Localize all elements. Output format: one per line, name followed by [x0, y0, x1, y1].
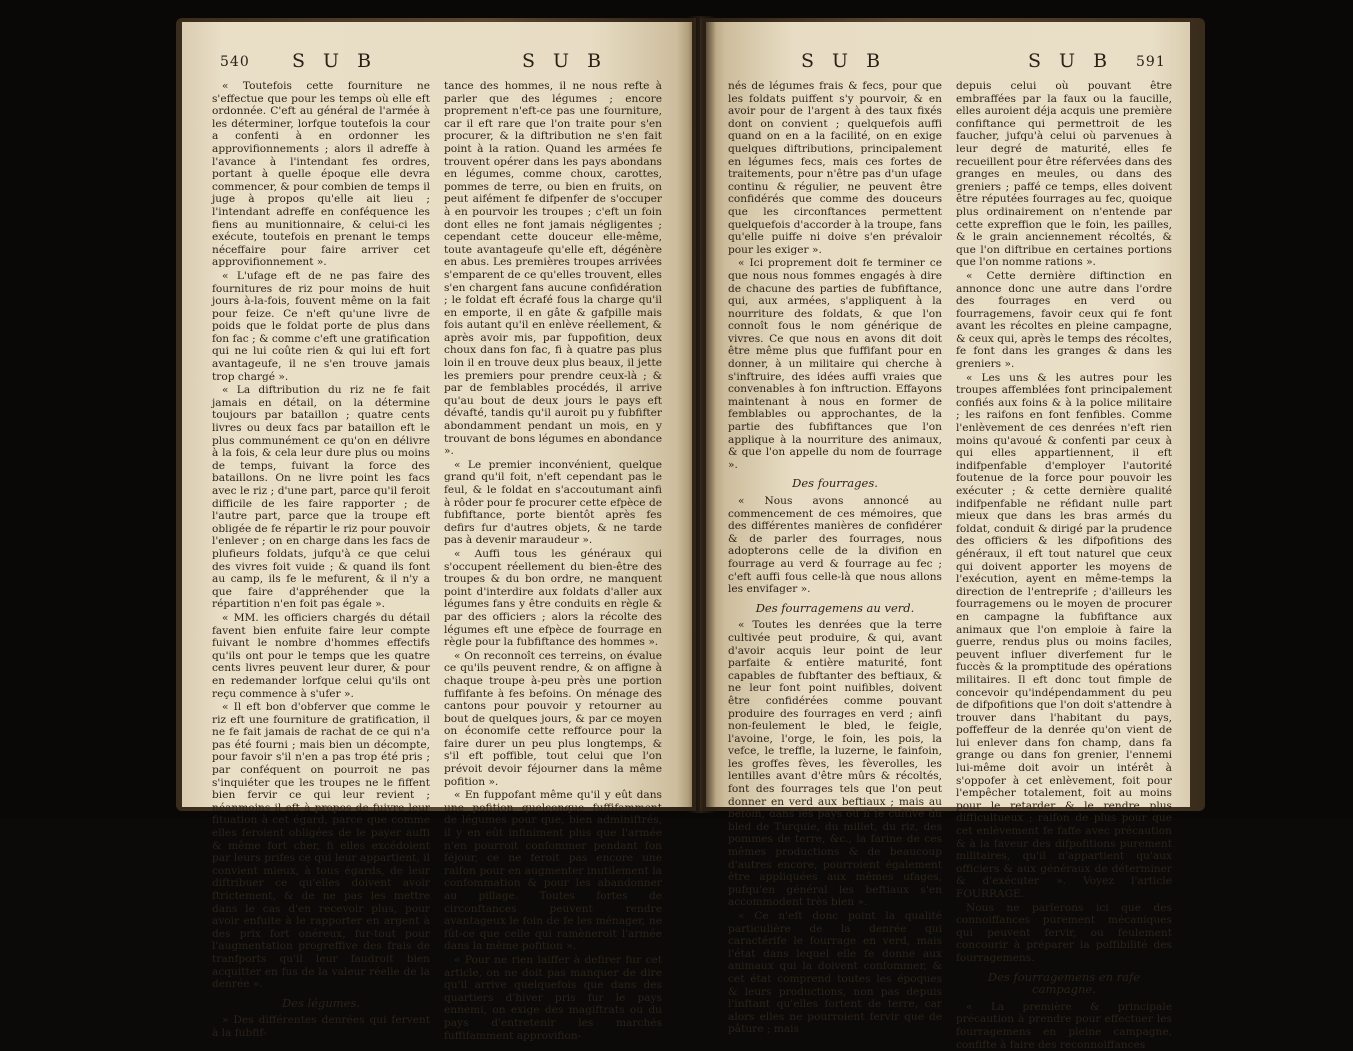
paragraph: Nous ne parlerons ici que des connoiffances purement mécaniques qui peuvent fervir, ou feulement concourir à préparer la poffibilité des fourragemens.: [956, 901, 1172, 964]
running-head: S U B: [801, 50, 887, 72]
section-heading: Des fourragemens en rafe campagne.: [987, 969, 1141, 997]
paragraph: « Pour ne rien laiffer à defirer fur cet article, on ne doit pas manquer de dire qu'il arrive quelquefois que dans des quartiers d'hiver pris fur le pays ennemi, on exige des magiftrats ou du pays d'entretenir les marchés fuffifamment approvifion-: [444, 953, 662, 1042]
book-gutter-shadow: [688, 16, 716, 813]
right-page: [706, 22, 1190, 1051]
paragraph: « Les uns & les autres pour les troupes affemblées font principalement confiés aux foins & à la police militaire ; les raifons en font fenfibles. Comme l'enlèvement de ces denrées n'eft rien moins qu'avoué & confenti par ceux à qui elles appartiennent, il eft indifpenfable d'employer l'autorité foutenue de la force pour pouvoir les exécuter ; & cette dernière qualité indifpenfable ne réfidant nulle part mieux que dans les bras armés du foldat, conduit & dirigé par la prudence des officiers & les difpofitions des généraux, il eft tout naturel que ceux qui doivent apporter les moyens de l'exécution, ayent en même-temps la direction de l'entreprife ; d'ailleurs les fourragemens ou le moyen de procurer en campagne la fubfiftance aux animaux que l'on emploie à faire la guerre, rendus plus ou moins faciles, peuvent influer diverfement fur le fuccès & la promptitude des opérations militaires. Il eft donc tout fimple de concevoir qu'indépendamment du peu de difpofitions que l'on doit s'attendre à trouver dans l'habitant du pays, poffeffeur de la denrée qu'on vient de lui enlever dans fon champ, dans fa grange ou dans fon grenier, l'ennemi lui-même doit avoir un intérêt à s'oppofer à cet enlèvement, foit pour l'empêcher totalement, foit au moins pour le retarder & le rendre plus difficultueux ; raifon de plus pour que cet enlèvement fe faffe avec précaution & à la faveur des difpofitions purement militaires, qu'il n'appartient qu'aux officiers & aux généraux de déterminer & d'exécuter ». Voyez l'article FOURRAGE.: [956, 371, 1172, 900]
paragraph: depuis celui où pouvant être embraffées par la faux ou la faucille, elles auroient déja acquis une première confiftance qui permettroit de les faucher, jufqu'à celui où parvenues à leur degré de maturité, elles fe recueillent pour être réfervées dans des granges en meules, ou dans des greniers ; paffé ce temps, elles doivent être réputées fourrages au fec, quoique plus ordinairement on n'entende par cette expreffion que le foin, les pailles, & le grain anciennement récoltés, & que l'on diftribue en certaines portions que l'on nomme rations ».: [956, 80, 1173, 269]
left-page: [182, 22, 692, 1042]
paragraph: « L'ufage eft de ne pas faire des fournitures de riz pour moins de huit jours à-la-fois, fouvent même on la fait pour feize. Ce n'eft qu'une livre de poids que le foldat porte de plus dans fon fac ; & comme c'eft une gratification qui ne lui coûte rien & qui lui eft fort avantageufe, il ne s'en trouve jamais trop chargé ».: [212, 269, 430, 383]
paragraph: « Nous avons annoncé au commencement de ces mémoires, que des différentes manières de confidérer & de parler des fourrages, nous adopterons celle de la divifion en fourrage au verd & fourrage au fec ; c'eft auffi fous celle-là que nous allons les envifager ».: [728, 495, 942, 596]
running-head: S U B: [292, 50, 378, 72]
paragraph: « Il eft bon d'obferver que comme le riz eft une fourniture de gratification, il ne fe fait jamais de rachat de ce qui n'a pas été fourni ; mais bien un décompte, pour favoir s'il n'en a pas trop été pris ; par conféquent on pourroit ne pas s'inquiéter que les troupes ne le fiffent bien fervir ce qui leur revient ; néanmoins il eft à propos de fuivre leur fituation à cet égard, parce que comme elles feroient obligées de le payer auffi & même fort cher, fi elles excédoient par leurs prifes ce qui leur appartient, il convient mieux, à tous égards, de leur diftribuer ce qu'elles doivent avoir ftrictement, & de ne pas les mettre dans le cas d'en recevoir plus, pour avoir enfuite à le rapporter en argent à des prix fort onéreux, fur-tout pour l'augmentation progreffive des frais de tranfports qu'il leur faudroit bien acquitter en fus de la valeur réelle de la denrée ».: [212, 701, 430, 991]
paragraph: « Le premier inconvénient, quelque grand qu'il foit, n'eft cependant pas le feul, & le foldat en s'accoutumant ainfi à rôder pour fe procurer cette efpèce de fubfiftance, porte bientôt après fes defirs fur d'autres objets, & ne tarde pas à devenir maraudeur ».: [444, 458, 662, 547]
page-number: 591: [1136, 54, 1166, 70]
paragraph: » Des différentes denrées qui fervent à la fubfif-: [212, 1014, 430, 1039]
left-page-header: [182, 50, 692, 74]
paragraph: « La première & principale précaution à prendre pour effectuer les fourragemens en pleine campagne, confifte à faire des reconnoiffances: [956, 1000, 1172, 1051]
paragraph: « La diftribution du riz ne fe fait jamais en détail, on la détermine toujours par bataillon ; quatre cents livres ou deux facs par bataillon eft le plus communément ce qu'on en délivre à la fois, & cela leur dure plus ou moins de temps, fuivant la force des bataillons. On ne livre point les facs avec le riz ; d'une part, parce qu'il feroit difficile de les faire rapporter ; de l'autre part, parce que la troupe eft obligée de fe répartir le riz pour pouvoir l'enlever ; on en charge dans les facs de plufieurs foldats, jufqu'à ce que celui des vivres foit vuide ; & quand ils font au camp, ils fe le mefurent, & il n'y a que faire d'appréhender que la répartition n'en foit pas égale ».: [212, 384, 430, 611]
paragraph: « En fuppofant même qu'il y eût dans une pofition quelconque fuffifamment de légumes pour que, bien adminiftrés, il y en eût infiniment plus que l'armée n'en pourroit confommer pendant fon féjour, ce ne feroit pas encore une raifon pour en augmenter inutilement la confommation & pour les abandonner au pillage. Toutes fortes de circonftances peuvent rendre avantageux le foin de fe les ménager, ne fût-ce que celle qui ramèneroit l'armée dans la même pofition ».: [444, 789, 662, 953]
paragraph: « Toutes les denrées que la terre cultivée peut produire, & qui, avant d'avoir acquis leur point de leur parfaite & entière maturité, font capables de fubftanter des beftiaux, & ne leur font point nuifibles, doivent être confidérées comme pouvant produire des fourrages en verd ; ainfi non-feulement le bled, le feigle, l'avoine, l'orge, le foin, les pois, la vefce, le treffle, la luzerne, le fainfoin, les groffes fèves, les fèverolles, les lentilles avant d'être mûrs & récoltés, font des fourrages tels que l'on peut donner en verd aux beftiaux ; mais au befoin, dans les pays où il fe cultive du bled de Turquie, du millet, du riz, des pommes de terre, &c., la farine de ces mêmes productions & de beaucoup d'autres encore, pourroient également être appliquées aux mêmes ufages, pufqu'en général les beftiaux s'en accommodent très bien ».: [728, 619, 942, 909]
paragraph: « Ici proprement doit fe terminer ce que nous nous fommes engagés à dire de chacune des parties de fubfiftance, qui, aux armées, s'appliquent à la nourriture des foldats, & que l'on connoît fous le nom générique de vivres. Ce que nous en avons dit doit être même plus que fuffifant pour en donner, à un militaire qui cherche à s'inftruire, des idées auffi vraies que convenables à fon inftruction. Effayons maintenant à nous en former de femblables ou approchantes, de la partie des fubfiftances que l'on applique à la nourriture des animaux, & que l'on appelle du nom de fourrage ».: [728, 257, 942, 471]
text-column-2: [444, 80, 662, 1042]
section-heading: Des fourrages.: [792, 476, 878, 491]
paragraph: « MM. les officiers chargés du détail favent bien enfuite faire leur compte fuivant le nombre d'hommes effectifs qu'ils ont pour le temps que les quatre cents livres peuvent leur durer, & pour en redemander lorfque celui qu'ils ont reçu commence à s'ufer ».: [212, 611, 430, 700]
right-page-header: [706, 50, 1190, 74]
paragraph: « Toutefois cette fourniture ne s'effectue que pour les temps où elle eft ordonnée. C'eft au général de l'armée à les déterminer, lorfque toutefois la cour a confenti à en ordonner les approvifionnements ; alors il adreffe à l'avance à l'intendant fes ordres, portant à quelle époque elle devra commencer, & pour combien de temps il juge à propos qu'elle ait lieu ; l'intendant adreffe en conféquence les fiens au munitionnaire, & celui-ci les exécute, toutefois en prenant le temps néceffaire pour faire arriver cet approvifionnement ».: [212, 80, 430, 269]
text-column-3: [728, 80, 942, 1036]
paragraph: « Cette dernière diftinction en annonce donc une autre dans l'ordre des fourrages en verd ou fourragemens, favoir ceux qui fe font avant les récoltes en pleine campagne, & ceux qui, après le temps des récoltes, fe font dans les granges & dans les greniers ».: [956, 269, 1172, 371]
paragraph: tance des hommes, il ne nous refte à parler que des légumes ; encore proprement n'eft-ce pas une fourniture, car il eft rare que l'on traite pour s'en procurer, & la diftribution ne s'en fait point à la ration. Quand les armées fe trouvent opérer dans les pays abondans en légumes, comme choux, carottes, pommes de terre, ou bien en fruits, on peut aifément fe difpenfer de s'occuper à en pourvoir les troupes ; c'eft un foin dont elles ne font jamais négligentes ; cependant cette douceur elle-même, toute avantageufe qu'elle eft, dégénère en abus. Les premières troupes arrivées s'emparent de ce qu'elles trouvent, elles s'en chargent fans aucune confidération ; le foldat eft écrafé fous la charge qu'il en emporte, il en gâte & gafpille mais fois autant qu'il en enlève réellement, & après avoir mis, par fuppofition, deux choux dans fon fac, fi à quatre pas plus loin il en trouve deux plus beaux, il jette les premiers pour prendre ceux-là ; & par de femblables procédés, il arrive qu'au bout de deux jours le pays eft dévafté, tandis qu'il auroit pu y fubfifter abondamment pendant un mois, en y trouvant de bons légumes en abondance ».: [444, 80, 662, 458]
section-heading: Des fourragemens au verd.: [755, 600, 915, 615]
paragraph: « Ce n'eft donc point la qualité particulière de la denrée qui caractérife le fourrage en verd, mais l'état dans lequel elle fe donne aux animaux qui la doivent confommer, & cet état comprend toutes les époques & leurs productions, non pas depuis l'inftant qu'elles fortent de terre, car alors elles ne pourroient fervir que de pâture ; mais: [728, 910, 942, 1036]
section-heading: Des légumes.: [281, 995, 361, 1010]
paragraph: « Auffi tous les généraux qui s'occupent réellement du bien-être des troupes & du bon ordre, ne manquent point d'interdire aux foldats d'aller aux légumes fans y être conduits en règle & par des officiers ; alors la récolte des légumes eft une efpèce de fourrage en règle pour la fubfiftance des hommes ».: [444, 547, 662, 649]
page-number: 540: [220, 54, 250, 70]
running-head: S U B: [522, 50, 608, 72]
paragraph: nés de légumes frais & fecs, pour que les foldats puiffent s'y pourvoir, & en avoir pour de l'argent à des taux fixés dont on convient ; quelquefois auffi quand on en a la facilité, on en exige quelques diftributions, principalement en légumes fecs, mais ces fortes de traitements, pour n'être pas d'un ufage continu & régulier, ne peuvent être confidérés que comme des douceurs que les circonftances permettent quelquefois d'accorder à la troupe, fans qu'elle puiffe ni doive s'en prévaloir pour les exiger ».: [728, 80, 942, 256]
text-column-1: [212, 80, 430, 1039]
running-head: S U B: [1028, 50, 1114, 72]
text-column-4: [956, 80, 1173, 1051]
paragraph: « On reconnoît ces terreins, on évalue ce qu'ils peuvent rendre, & on affigne à chaque troupe à-peu près une portion fuffifante à fes befoins. On ménage des cantons pour pouvoir y retourner au bout de quelques jours, & par ce moyen on économife cette reffource pour la faire durer un peu plus longtemps, & s'il eft poffible, tout celui que l'on prévoit devoir féjourner dans la même pofition ».: [444, 649, 662, 788]
